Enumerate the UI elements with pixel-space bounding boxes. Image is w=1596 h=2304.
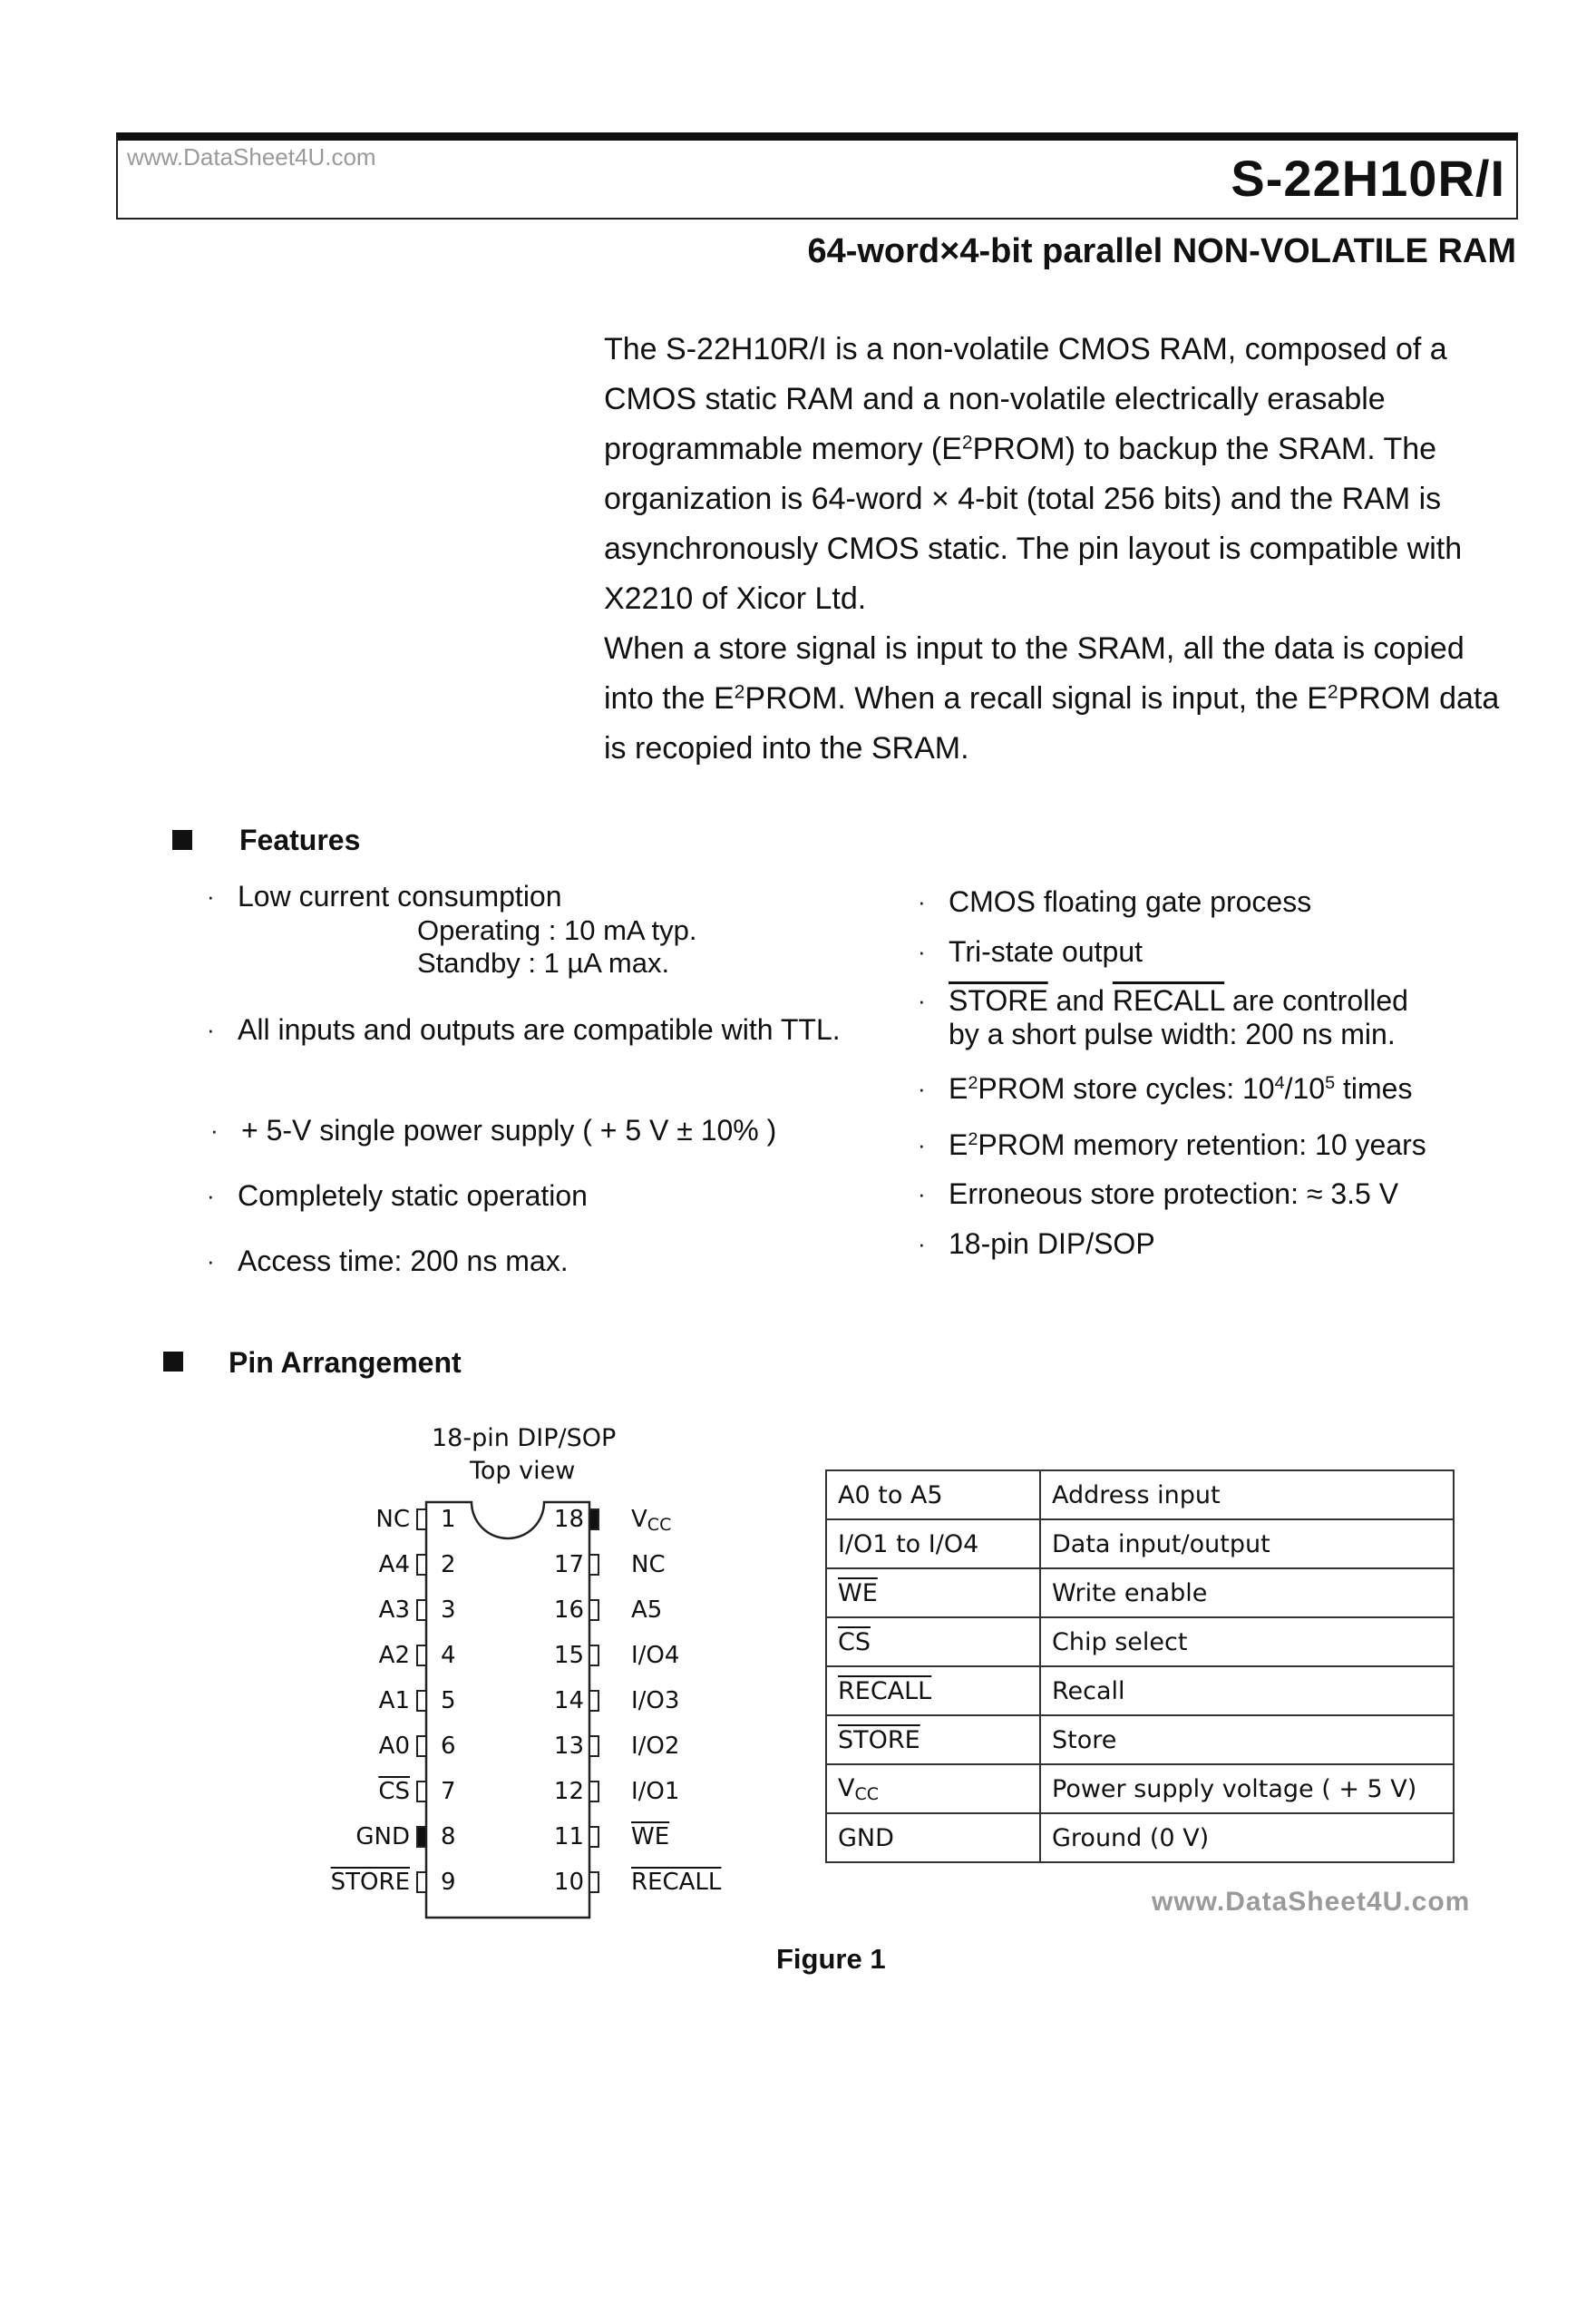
pin-number-5: 5 [441, 1687, 456, 1714]
pin-number-2: 2 [441, 1551, 456, 1578]
pin-label-recall: RECALL [631, 1869, 722, 1896]
features-bullet-icon [172, 830, 192, 850]
pin-label-io1: I/O1 [631, 1778, 680, 1805]
feature-item: · + 5-V single power supply ( + 5 V ± 10% ) [210, 1114, 777, 1147]
intro-paragraph-2: When a store signal is input to the SRAM, all the data is copied into the $E^2PROM$. When a recall signal is input, the $E^2PROM$ data is recopied into the SRAM. [604, 631, 1500, 766]
pin-14-mark [589, 1691, 598, 1711]
pin-arrangement-heading: Pin Arrangement [229, 1346, 462, 1379]
pin-label-a5: A5 [631, 1596, 663, 1624]
pin-name-cell: A0 to A5 [826, 1470, 1040, 1519]
pin-name-cell: VCC [826, 1764, 1040, 1813]
pin-number-13: 13 [553, 1733, 584, 1760]
pin-10-mark [589, 1872, 598, 1892]
features-heading: Features [239, 824, 361, 856]
pin-number-15: 15 [553, 1642, 584, 1669]
pin-name-cell: $\overline{CS}$ [826, 1617, 1040, 1666]
pin-number-10: 10 [553, 1869, 584, 1896]
pin-name-cell: $\overline{WE}$ [826, 1568, 1040, 1617]
table-row [826, 1715, 1454, 1764]
pin-5-mark [417, 1691, 426, 1711]
feature-item: · Erroneous store protection: ≈ 3.5 V [918, 1177, 1399, 1210]
pin-number-11: 11 [553, 1823, 584, 1850]
feature-item: · CMOS floating gate process [918, 885, 1312, 918]
feature-item: · Access time: 200 ns max. [207, 1245, 569, 1277]
pin-8-mark [417, 1827, 426, 1847]
feature-item-continuation: by a short pulse width: 200 ns min. [949, 1018, 1396, 1050]
pin-description-table [825, 1469, 1455, 1863]
pin-label-a0: A0 [378, 1733, 410, 1760]
pin-label-we: $\overline{WE}$ [631, 1823, 670, 1850]
table-row [826, 1666, 1454, 1715]
pin-name-cell: GND [826, 1813, 1040, 1862]
pin-3-mark [417, 1600, 426, 1620]
feature-operating-current: Operating : 10 mA typ. [417, 914, 697, 946]
table-row [826, 1617, 1454, 1666]
feature-item: · Tri-state output [918, 935, 1143, 968]
feature-item: · Low current consumption [207, 880, 562, 913]
part-number-title: S-22H10R/I [1231, 150, 1505, 207]
intro-description [604, 325, 1520, 774]
feature-item: · $E^2PROM$ store cycles: $10^4/10^5$ times [918, 1072, 1413, 1105]
pin-function-cell: Store [1040, 1715, 1454, 1764]
pin-function-cell: Write enable [1040, 1568, 1454, 1617]
pin-4-mark [417, 1645, 426, 1665]
pin-15-mark [589, 1645, 598, 1665]
view-label: Top view [470, 1457, 576, 1485]
pin-function-cell: Address input [1040, 1470, 1454, 1519]
pin-number-3: 3 [441, 1596, 456, 1624]
pin-number-17: 17 [553, 1551, 584, 1578]
pin-function-cell: Data input/output [1040, 1519, 1454, 1568]
pin-function-cell: Recall [1040, 1666, 1454, 1715]
pin-name-cell: RECALL [826, 1666, 1040, 1715]
pin-label-nc: NC [375, 1506, 410, 1533]
pin-18-mark [589, 1509, 598, 1529]
pin-6-mark [417, 1736, 426, 1756]
pin-name-cell: STORE [826, 1715, 1040, 1764]
table-row [826, 1519, 1454, 1568]
pin-number-4: 4 [441, 1642, 456, 1669]
pin-label-a3: A3 [378, 1596, 410, 1624]
pin-function-cell: Chip select [1040, 1617, 1454, 1666]
pin-number-14: 14 [553, 1687, 584, 1714]
pin-17-mark [589, 1555, 598, 1575]
table-row [826, 1470, 1454, 1519]
pin-arrangement-bullet-icon [163, 1352, 183, 1372]
pin-label-cs: $\overline{CS}$ [378, 1778, 410, 1805]
pin-label-io4: I/O4 [631, 1642, 680, 1669]
pin-number-7: 7 [441, 1778, 456, 1805]
intro-paragraph-1: The S-22H10R/I is a non-volatile CMOS RAM, composed of a CMOS static RAM and a non-volatile electrically erasable programmable memory $(E^2PROM)$ to backup the SRAM. The organization is 64-word × 4-bit (total 256 bits) and the RAM is asynchronously CMOS static. The pin layout is compatible with X2210 of Xicor Ltd. [604, 332, 1463, 616]
pin-13-mark [589, 1736, 598, 1756]
pin-label-io2: I/O2 [631, 1733, 680, 1760]
pin-label-a2: A2 [378, 1642, 410, 1669]
pin-number-9: 9 [441, 1869, 456, 1896]
pin-1-mark [417, 1509, 426, 1529]
feature-item: · 18-pin DIP/SOP [918, 1227, 1155, 1260]
document-subtitle: 64-word×4-bit parallel NON-VOLATILE RAM [807, 232, 1516, 270]
package-label: 18-pin DIP/SOP [432, 1424, 617, 1452]
pin-label-a4: A4 [378, 1551, 410, 1578]
feature-item: · Completely static operation [207, 1179, 588, 1212]
pin-7-mark [417, 1782, 426, 1801]
feature-item: · $E^2PROM$ memory retention: 10 years [918, 1128, 1426, 1161]
table-row [826, 1764, 1454, 1813]
pin-label-vcc: VCC [631, 1506, 672, 1535]
pin-2-mark [417, 1555, 426, 1575]
pin-name-cell: I/O1 to I/O4 [826, 1519, 1040, 1568]
pin-label-gnd: GND [355, 1823, 410, 1850]
pin-label-io3: I/O3 [631, 1687, 680, 1714]
table-row [826, 1813, 1454, 1862]
feature-item: · All inputs and outputs are compatible with TTL. [207, 1013, 841, 1046]
pin-number-1: 1 [441, 1506, 456, 1533]
pin-number-8: 8 [441, 1823, 456, 1850]
pin-function-cell: Power supply voltage ( + 5 V) [1040, 1764, 1454, 1813]
pin-number-6: 6 [441, 1733, 456, 1760]
feature-standby-current: Standby : 1 µA max. [417, 947, 670, 979]
pin-12-mark [589, 1782, 598, 1801]
pin-function-cell: Ground (0 V) [1040, 1813, 1454, 1862]
dip-package-diagram [308, 1488, 762, 1923]
feature-item: · STORE and RECALL are controlled [918, 984, 1408, 1017]
pin-9-mark [417, 1872, 426, 1892]
pin-number-12: 12 [553, 1778, 584, 1805]
pin-label-store: STORE [330, 1869, 410, 1896]
watermark-text-bottom: www.DataSheet4U.com [1152, 1887, 1471, 1917]
pin-number-16: 16 [553, 1596, 584, 1624]
table-row [826, 1568, 1454, 1617]
watermark-text: www.DataSheet4U.com [127, 143, 376, 171]
figure-caption: Figure 1 [776, 1943, 886, 1975]
pin-16-mark [589, 1600, 598, 1620]
pin-number-18: 18 [553, 1506, 584, 1533]
pin-11-mark [589, 1827, 598, 1847]
pin-label-a1: A1 [378, 1687, 410, 1714]
pin-label-nc: NC [631, 1551, 666, 1578]
